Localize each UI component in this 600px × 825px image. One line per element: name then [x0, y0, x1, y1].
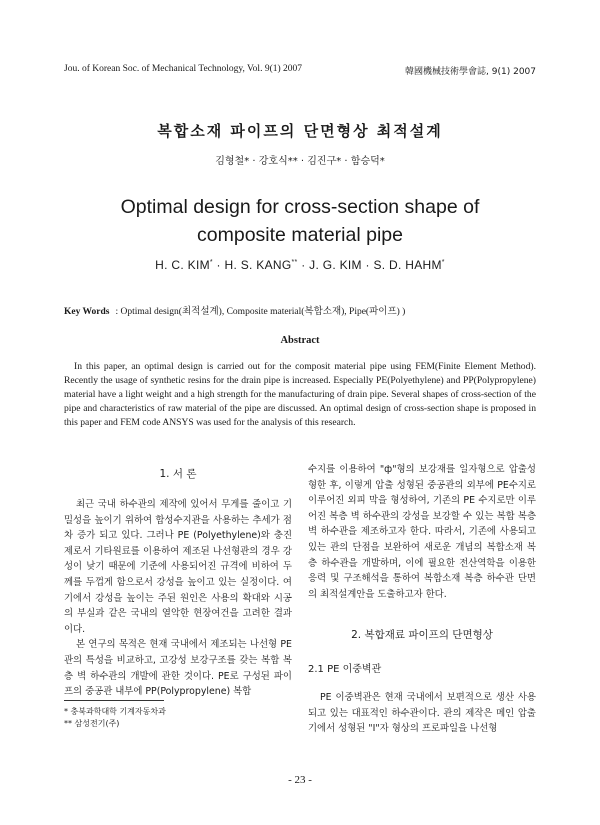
- keywords-label: Key Words: [64, 307, 110, 317]
- title-korean: 복합소재 파이프의 단면형상 최적설계: [157, 122, 443, 140]
- section2-heading: 2. 복합재료 파이프의 단면형상: [351, 629, 493, 641]
- author-2: H. S. KANG**: [224, 258, 298, 272]
- title-english-line2: composite material pipe: [197, 224, 403, 246]
- right-column: [308, 462, 536, 602]
- abstract-text: In this paper, an optimal design is carried out for the composit material pipe using FEM(Finite Element Method). Recently the usage of synthetic resins for the drain pipe is increased. Especially PE(Polyethylene) and PP(Polypropylene) material have a light weight and a high strength for the manufacturing of drain pipe. Several shapes of cross-section of the pipe and characteristics of raw material of the pipe are discussed. An optimal design of cross-section shape is proposed in this paper and FEM code ANSYS was used for the analysis of this research.: [64, 361, 536, 428]
- section2-1-heading: 2.1 PE 이중벽관: [308, 664, 382, 675]
- author-1: H. C. KIM*: [155, 258, 213, 272]
- page-number: - 23 -: [288, 774, 312, 786]
- left-column: [64, 497, 292, 700]
- section2-1-paragraph: PE 이중벽관은 현재 국내에서 보편적으로 생산 사용되고 있는 대표적인 하수관이다. 관의 제작은 메인 압출기에서 성형된 "I"자 형상의 프로파일을 나선형: [308, 692, 536, 735]
- footnote-divider: [64, 700, 164, 701]
- authors-english: H. C. KIM* · H. S. KANG** · J. G. KIM · S. D. HAHM*: [155, 258, 445, 272]
- footnote-2: ** 삼성전기(주): [64, 719, 120, 728]
- author-3: J. G. KIM: [309, 258, 362, 272]
- abstract-heading: Abstract: [280, 335, 320, 346]
- section1-paragraph2: 본 연구의 목적은 현재 국내에서 제조되는 나선형 PE관의 특성을 비교하고, 고강성 보강구조를 갖는 복합 복층 벽 하수관의 개발에 관한 것이다. PE로 구성된 파이프의 중공관 내부에 PP(Polypropylene) 복합: [64, 639, 292, 698]
- section1-heading: 1. 서 론: [159, 468, 197, 480]
- footnote-1: * 충북과학대학 기계자동차과: [64, 707, 166, 716]
- section2-1-text: [308, 690, 536, 737]
- title-english-line1: Optimal design for cross-section shape of: [120, 196, 480, 218]
- section1-paragraph1: 최근 국내 하수관의 제작에 있어서 무게를 줄이고 기밀성을 높이기 위하여 합성수지관을 사용하는 추세가 점차 증가 되고 있다. 그러나 PE (Polyethylene)와 충진제로서 기타원료를 이용하여 제조된 나선형관의 경우 강성이 낮기 때문에 기준에 사용되어진 규격에 비하여 두께를 두껍게 함으로서 강성을 높이고 있는 실정이다. 여기에서 강성을 높이는 주된 원인은 사용의 확대와 시공의 부실과 같은 국내의 열악한 현장여건을 고려한 결과이다.: [64, 499, 292, 635]
- footnotes: [64, 706, 292, 730]
- keywords-text: : Optimal design(최적설계), Composite material(복합소재), Pipe(파이프) ): [115, 307, 406, 317]
- journal-header-ko: 韓國機械技術學會誌, 9(1) 2007: [405, 67, 536, 77]
- title-english: [0, 193, 600, 249]
- journal-header-en: Jou. of Korean Soc. of Mechanical Technology, Vol. 9(1) 2007: [64, 64, 303, 74]
- authors-korean: 김형철* · 강호식** · 김진구* · 함승덕*: [215, 156, 385, 167]
- author-4: S. D. HAHM*: [373, 258, 445, 272]
- right-paragraph1: 수지를 이용하여 "ф"형의 보강재를 일자형으로 압출성형한 후, 이렇게 압출 성형된 중공관의 외부에 PE수지로 이루어진 외피 막을 형성하여, 기존의 PE 수지로만 이루어진 복층 벽 하수관의 강성을 보강할 수 있는 복합 복층 벽 하수관을 제조하고자 한다. 따라서, 기존에 사용되고 있는 관의 단점을 보완하여 새로운 개념의 복합소재 복층 하수관을 개발하며, 이에 필요한 전산역학을 이용한 응력 및 구조해석을 통하여 복합소재 복층 하수관 단면의 최적설계안을 도출하고자 한다.: [308, 464, 536, 600]
- keywords: [64, 303, 544, 317]
